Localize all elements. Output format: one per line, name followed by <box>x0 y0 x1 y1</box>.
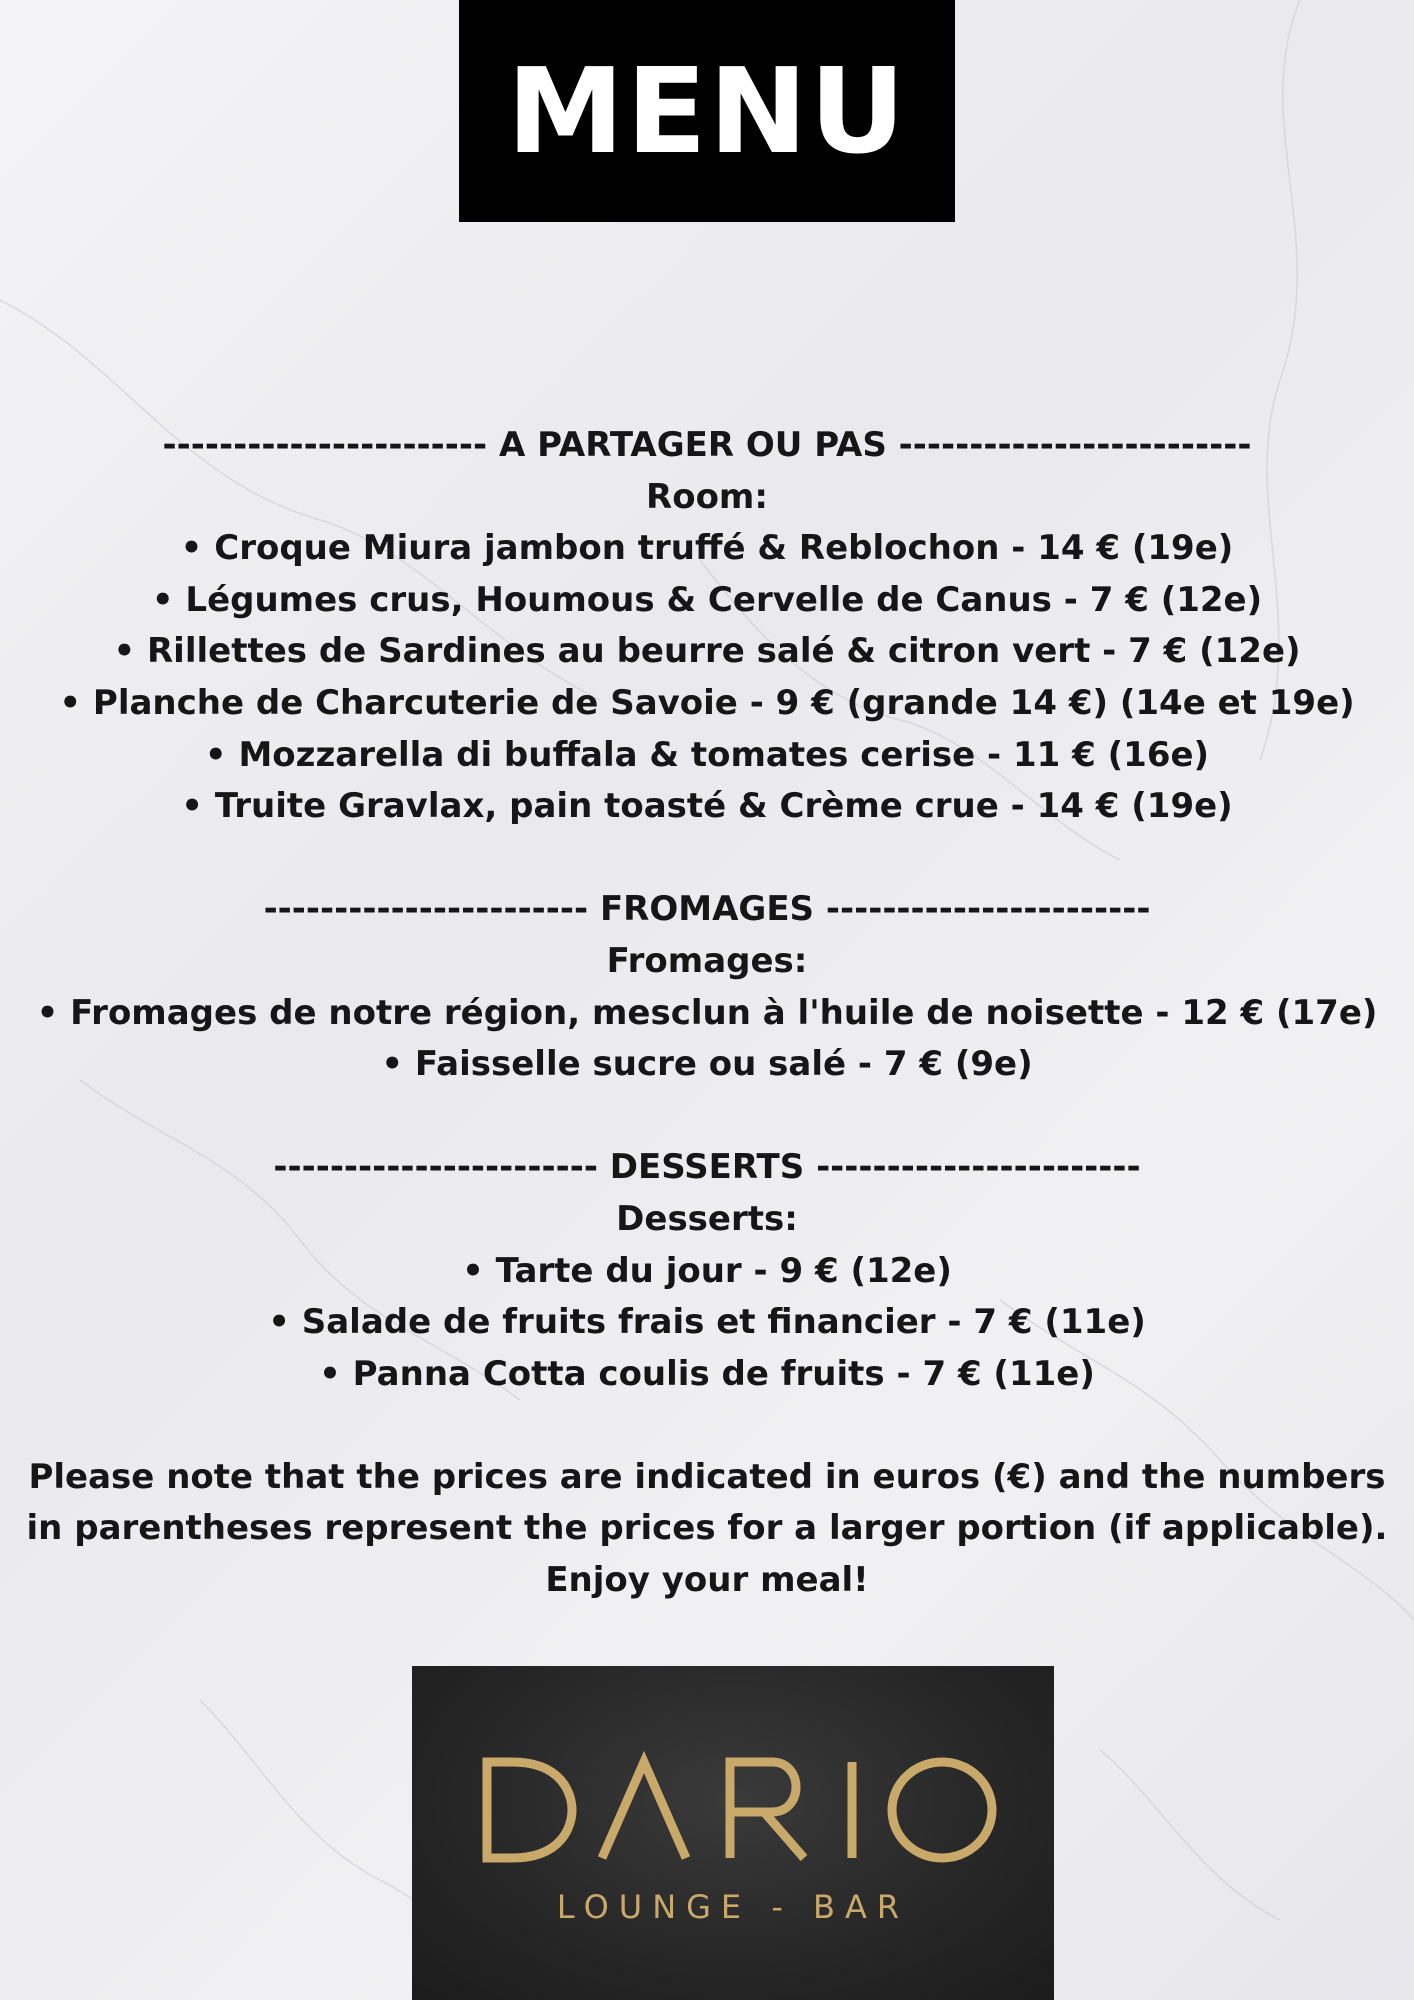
section-header: ----------------------- FROMAGES ----------------------- <box>263 889 1151 930</box>
logo-letter-o <box>892 1762 992 1858</box>
section-desserts <box>0 1142 1414 1400</box>
menu-title-banner <box>459 0 955 222</box>
menu-item: • Panna Cotta coulis de fruits - 7 € (11e) <box>319 1353 1095 1394</box>
dario-logo-mark <box>412 1666 1054 2000</box>
spacer <box>0 1400 1414 1452</box>
dario-logo <box>412 1666 1054 2000</box>
menu-item: • Croque Miura jambon truffé & Reblochon - 14 € (19e) <box>180 528 1234 569</box>
section-header: ----------------------- DESSERTS ----------------------- <box>273 1147 1141 1188</box>
logo-letter-d <box>487 1762 572 1858</box>
page-title: MENU <box>506 42 908 180</box>
spacer <box>0 1091 1414 1143</box>
menu-item: • Rillettes de Sardines au beurre salé & citron vert - 7 € (12e) <box>113 631 1301 672</box>
section-cheese <box>0 884 1414 1090</box>
section-header: ----------------------- A PARTAGER OU PAS ------------------------- <box>162 425 1252 465</box>
menu-body <box>0 420 1414 1607</box>
menu-item: • Tarte du jour - 9 € (12e) <box>462 1250 952 1291</box>
menu-item: • Planche de Charcuterie de Savoie - 9 € (grande 14 €) (14e et 19e) <box>59 682 1355 723</box>
logo-letter-r <box>730 1762 804 1858</box>
menu-item: • Légumes crus, Houmous & Cervelle de Canus - 7 € (12e) <box>151 579 1263 620</box>
section-share <box>0 420 1414 833</box>
menu-item: • Fromages de notre région, mesclun à l'huile de noisette - 12 € (17e) <box>36 992 1378 1033</box>
menu-item: • Salade de fruits frais et financier - 7 € (11e) <box>268 1302 1146 1343</box>
menu-item: • Truite Gravlax, pain toasté & Crème crue - 14 € (19e) <box>181 786 1233 827</box>
logo-letter-a <box>602 1762 686 1858</box>
section-subheader: Room: <box>646 476 768 517</box>
section-subheader: Fromages: <box>606 940 808 981</box>
menu-item: • Mozzarella di buffala & tomates cerise - 11 € (16e) <box>204 734 1210 775</box>
section-subheader: Desserts: <box>616 1198 798 1239</box>
spacer <box>0 833 1414 885</box>
price-note: Please note that the prices are indicated in euros (€) and the numbers in parentheses represent the prices for a larger portion (if applicable). Enjoy your meal! <box>26 1456 1388 1601</box>
menu-item: • Faisselle sucre ou salé - 7 € (9e) <box>381 1044 1033 1085</box>
logo-tagline: LOUNGE - BAR <box>556 1888 910 1926</box>
